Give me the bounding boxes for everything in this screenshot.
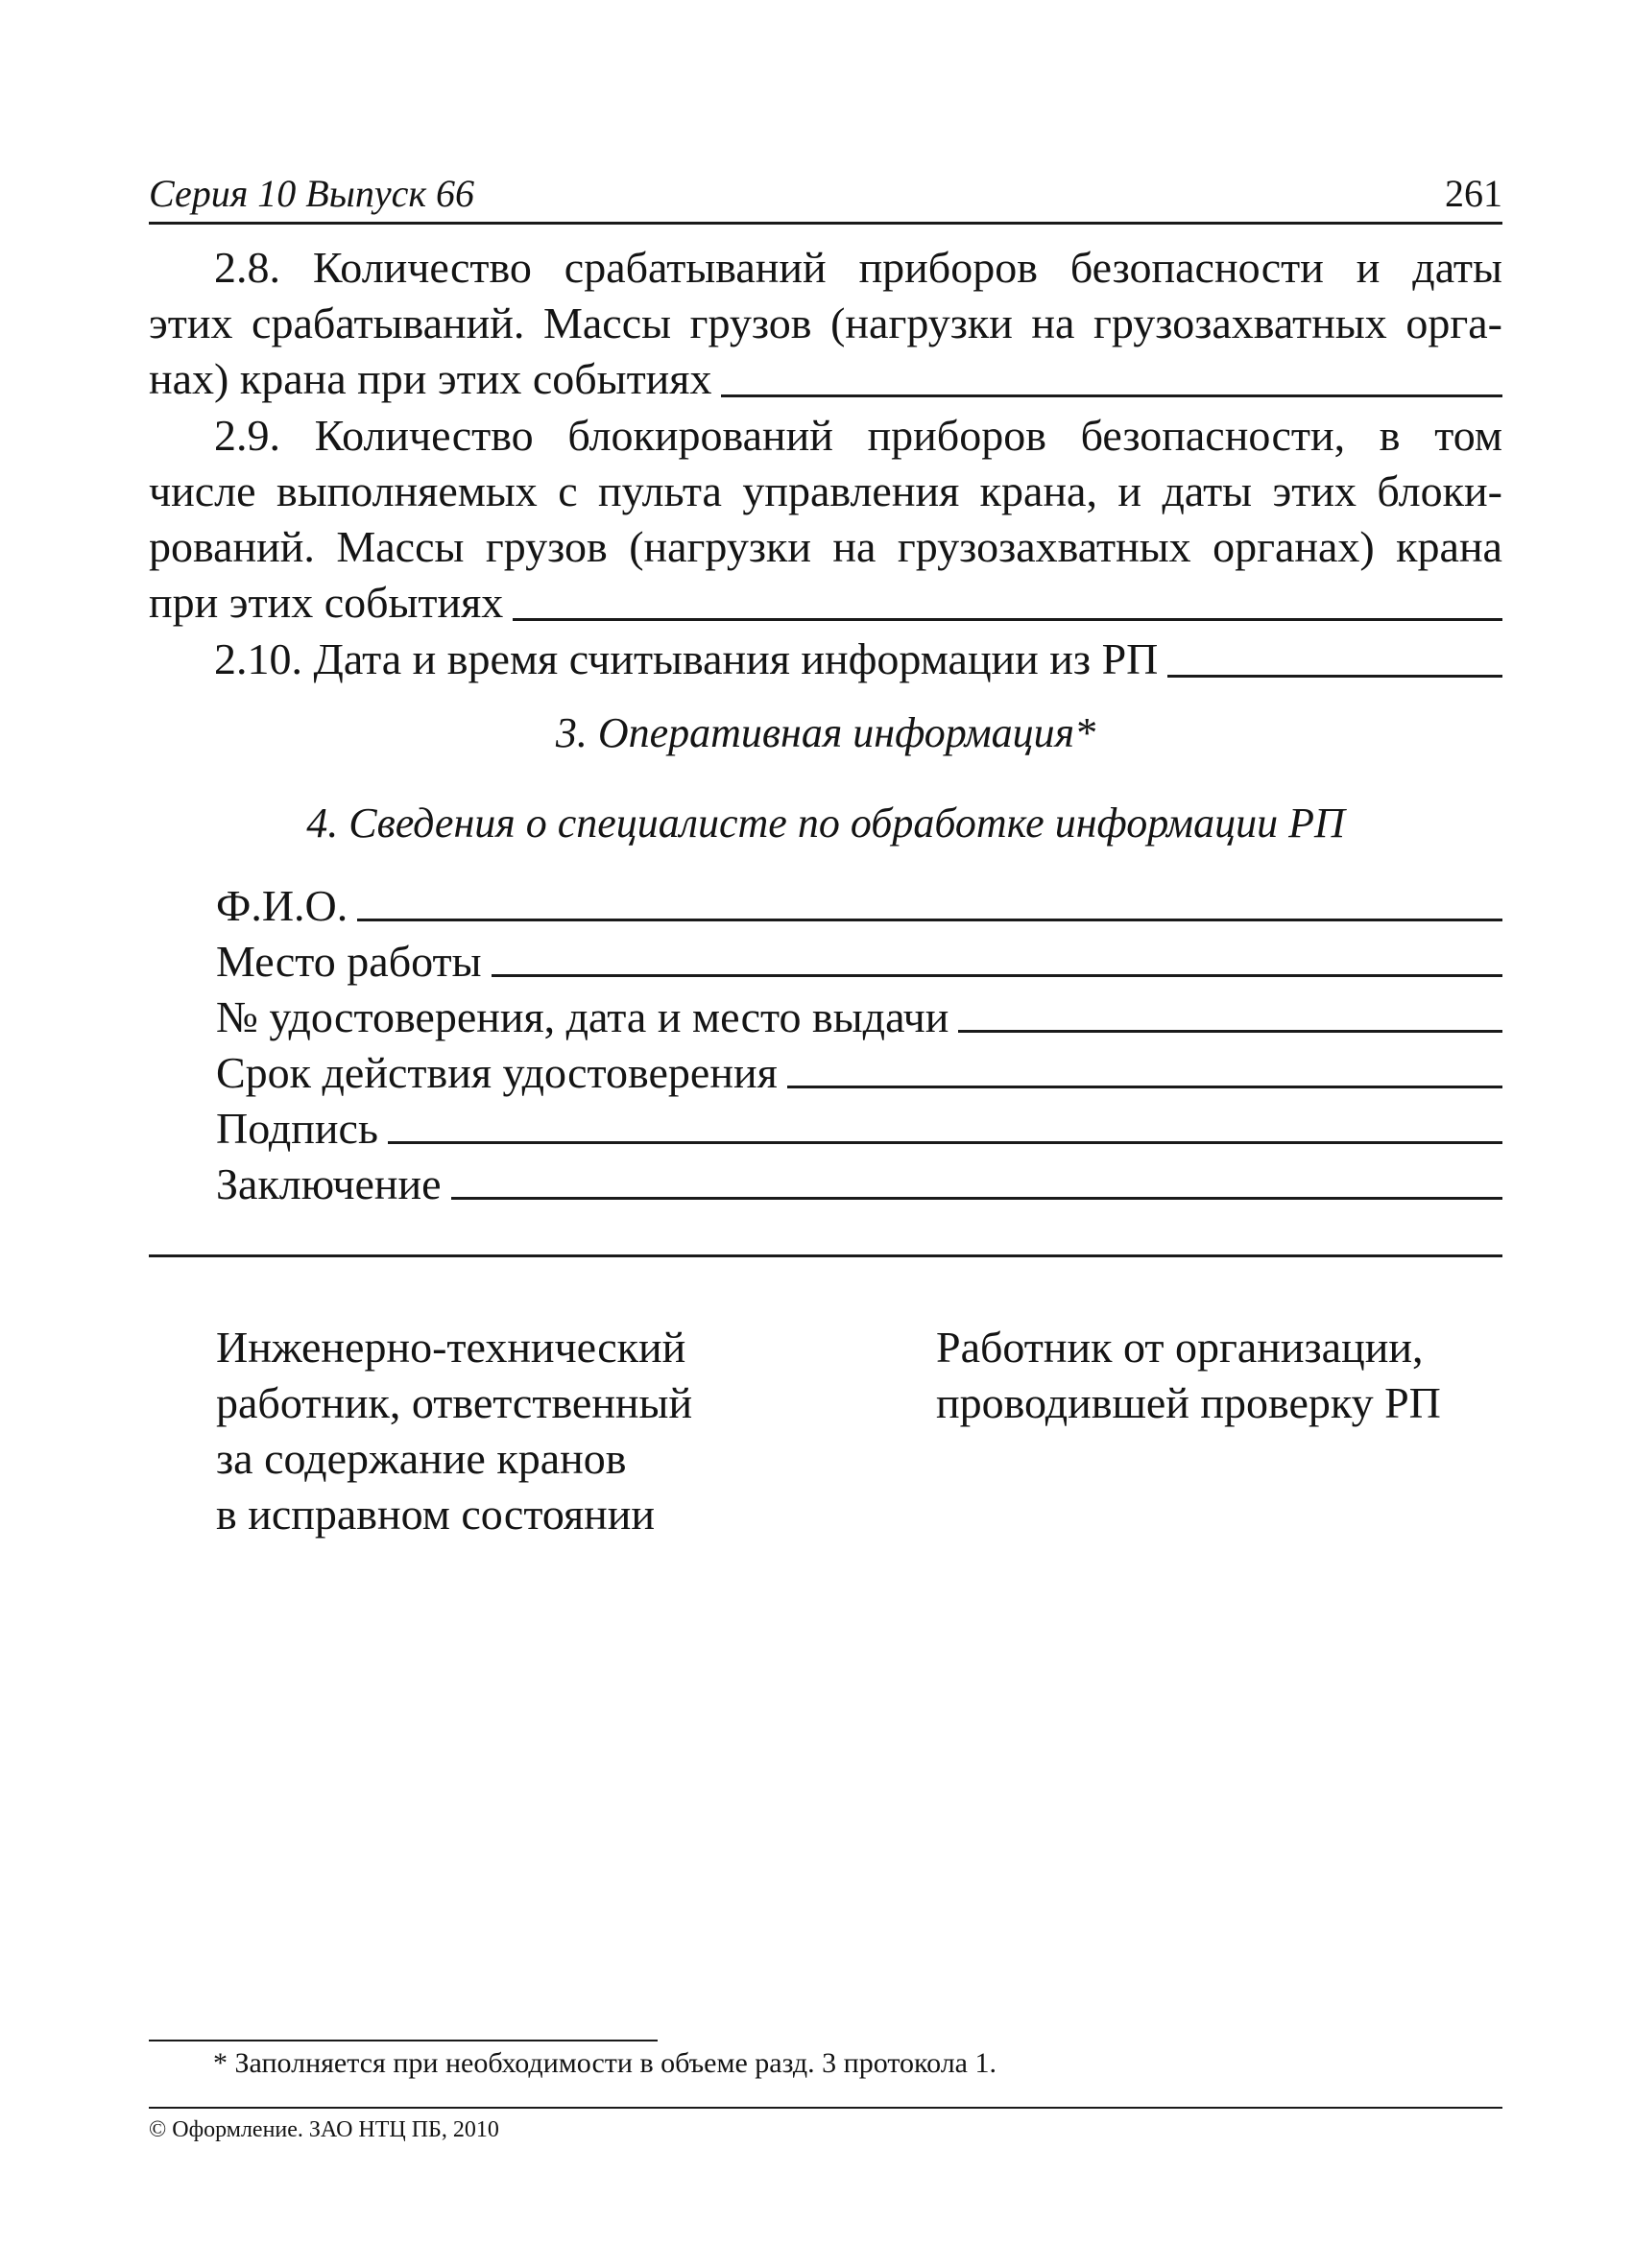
certificate-row xyxy=(216,987,1502,1042)
item-2-10-line xyxy=(149,632,1502,687)
word: срабатываний. xyxy=(252,298,525,347)
signature-right-line-1: Работник от организации, xyxy=(936,1323,1424,1372)
signature-left-line-1: Инженерно-технический xyxy=(216,1323,686,1372)
word: блоки- xyxy=(1377,466,1502,515)
word: том xyxy=(1434,411,1502,460)
word: Количество xyxy=(312,243,532,292)
item-2-9-line-1 xyxy=(149,408,1502,464)
word: (нагрузки xyxy=(629,522,811,571)
word: управления xyxy=(742,466,960,515)
item-2-8 xyxy=(149,240,1502,407)
word: грузов xyxy=(689,298,812,347)
signature-left-line-2: работник, ответственный xyxy=(216,1378,693,1427)
word: крана xyxy=(1396,522,1502,571)
conclusion-field[interactable] xyxy=(451,1197,1502,1200)
word: на xyxy=(1031,298,1075,347)
validity-label: Срок действия удостоверения xyxy=(216,1048,778,1097)
signature-right-line-2: проводившей проверку РП xyxy=(936,1378,1441,1427)
word: орга- xyxy=(1405,298,1502,347)
item-2-9-line-4 xyxy=(149,575,1502,631)
word: срабатываний xyxy=(564,243,827,292)
word: с xyxy=(558,466,578,515)
word: и xyxy=(1356,243,1381,292)
item-2-8-line-3-text: нах) крана при этих событиях xyxy=(149,354,712,403)
signature-row xyxy=(216,1098,1502,1154)
word: блокирований xyxy=(567,411,833,460)
word: крана, xyxy=(979,466,1097,515)
series-label: Серия 10 Выпуск 66 xyxy=(149,172,475,215)
section-3-heading: 3. Оперативная информация* xyxy=(555,709,1096,756)
item-2-9-blank xyxy=(513,618,1502,621)
item-2-8-line-3 xyxy=(149,351,1502,407)
word: числе xyxy=(149,466,256,515)
bottom-rule xyxy=(149,2107,1502,2109)
word: органах) xyxy=(1213,522,1375,571)
signature-field[interactable] xyxy=(388,1141,1502,1144)
word: даты xyxy=(1162,466,1253,515)
item-2-10-blank xyxy=(1167,675,1502,678)
word: 2.8. xyxy=(214,243,280,292)
word: на xyxy=(832,522,877,571)
workplace-field[interactable] xyxy=(492,974,1503,977)
signature-label: Подпись xyxy=(216,1104,378,1153)
workplace-label: Место работы xyxy=(216,937,482,986)
page-number: 261 xyxy=(1445,172,1502,215)
item-2-8-line-2 xyxy=(149,296,1502,351)
item-2-9-line-2 xyxy=(149,464,1502,519)
validity-row xyxy=(216,1042,1502,1098)
word: выполняемых xyxy=(276,466,538,515)
conclusion-row xyxy=(216,1154,1502,1209)
word: Массы xyxy=(336,522,465,571)
section-separator xyxy=(149,1254,1502,1257)
word: Массы xyxy=(542,298,672,347)
word: и xyxy=(1117,466,1142,515)
item-2-9-line-3 xyxy=(149,519,1502,575)
item-2-8-blank xyxy=(721,394,1502,397)
word: этих xyxy=(1272,466,1357,515)
signature-left-line-4: в исправном состоянии xyxy=(216,1490,655,1539)
word: безопасности, xyxy=(1080,411,1346,460)
fio-row xyxy=(216,875,1502,931)
item-2-10-text: 2.10. Дата и время считывания информации из РП xyxy=(214,634,1159,683)
word: этих xyxy=(149,298,233,347)
fio-label: Ф.И.О. xyxy=(216,881,348,930)
word: (нагрузки xyxy=(830,298,1013,347)
signature-left-line-3: за содержание кранов xyxy=(216,1434,627,1483)
word: рований. xyxy=(149,522,315,571)
word: приборов xyxy=(858,243,1038,292)
signature-right xyxy=(936,1320,1441,1431)
workplace-row xyxy=(216,931,1502,987)
specialist-form xyxy=(216,875,1502,1209)
conclusion-label: Заключение xyxy=(216,1159,442,1208)
signature-left xyxy=(216,1320,692,1542)
item-2-9-line-4-text: при этих событиях xyxy=(149,578,504,627)
word: безопасности xyxy=(1069,243,1324,292)
word: Количество xyxy=(314,411,534,460)
page-header xyxy=(149,168,1502,225)
certificate-label: № удостоверения, дата и место выдачи xyxy=(216,992,949,1041)
section-4-heading: 4. Сведения о специалисте по обработке информации РП xyxy=(306,800,1345,847)
item-2-8-line-1 xyxy=(149,240,1502,296)
footnote: * Заполняется при необходимости в объеме разд. 3 протокола 1. xyxy=(213,2047,997,2079)
word: даты xyxy=(1412,243,1502,292)
word: в xyxy=(1379,411,1401,460)
word: грузозахватных xyxy=(897,522,1191,571)
word: приборов xyxy=(867,411,1046,460)
copyright: © Оформление. ЗАО НТЦ ПБ, 2010 xyxy=(149,2117,499,2142)
validity-field[interactable] xyxy=(787,1086,1502,1088)
footnote-rule xyxy=(149,2040,658,2041)
word: грузов xyxy=(485,522,608,571)
word: 2.9. xyxy=(214,411,280,460)
fio-field[interactable] xyxy=(357,919,1502,921)
item-2-10 xyxy=(149,632,1502,687)
word: пульта xyxy=(598,466,722,515)
word: грузозахватных xyxy=(1093,298,1387,347)
item-2-9 xyxy=(149,408,1502,631)
certificate-field[interactable] xyxy=(958,1030,1502,1033)
